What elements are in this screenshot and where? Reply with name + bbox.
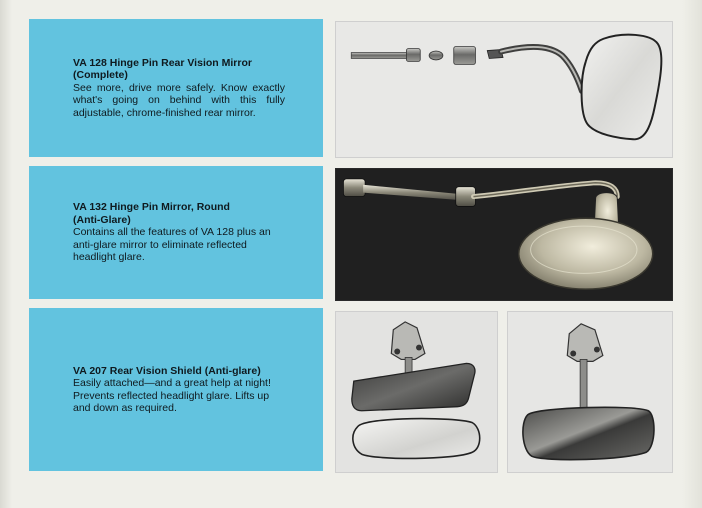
product-title-va128 (73, 57, 285, 82)
product-title-line: (Complete) (73, 69, 128, 82)
page-fold-shadow (0, 0, 12, 508)
page-edge-shadow (682, 0, 702, 508)
va207-shield-illustration-b (508, 312, 672, 472)
product-title-va207: VA 207 Rear Vision Shield (Anti-glare) (73, 364, 261, 377)
va207-shield-photo-b (507, 311, 673, 473)
product-panel-va207 (29, 308, 323, 471)
product-description-va132: Contains all the features of VA 128 plus an anti-glare mirror to eliminate reflected headlight glare. (73, 226, 271, 264)
product-description-va128: See more, drive more safely. Know exactly what's going on behind with this fully adjustable, chrome-finished rear mirror. (73, 81, 285, 119)
product-panel-va128 (29, 19, 323, 157)
product-panel-va132 (29, 166, 323, 299)
va132-round-mirror-photo (335, 168, 673, 301)
va207-shield-illustration-a (336, 312, 497, 472)
va132-round-mirror-illustration (336, 169, 672, 300)
product-title-line: (Anti-Glare) (73, 213, 131, 226)
product-title-line: VA 128 Hinge Pin Rear Vision Mirror (73, 56, 252, 69)
product-title-va132 (73, 201, 285, 226)
va128-mirror-photo (335, 21, 673, 158)
product-title-line: VA 132 Hinge Pin Mirror, Round (73, 201, 230, 214)
product-description-va207: Easily attached—and a great help at night! Prevents reflected headlight glare. Lifts up and down as required. (73, 377, 271, 414)
va128-mirror-illustration (336, 22, 672, 157)
va207-shield-photo-a (335, 311, 498, 473)
